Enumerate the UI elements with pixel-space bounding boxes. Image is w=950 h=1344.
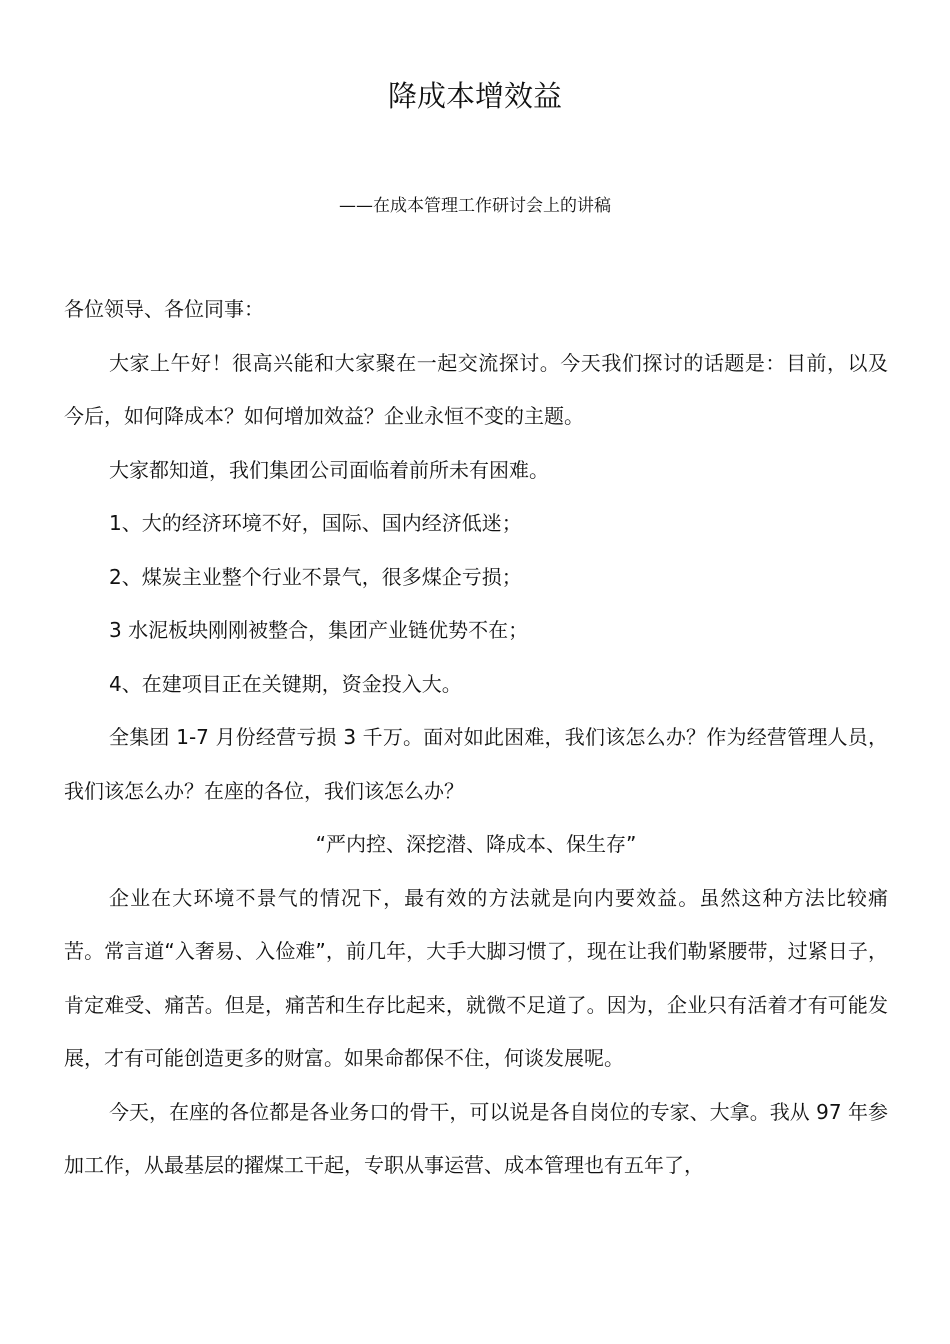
slogan: “严内控、深挖潜、降成本、保生存” [315, 832, 637, 856]
paragraph-internal-efficiency: 企业在大环境不景气的情况下，最有效的方法就是向内要效益。虽然这种方法比较痛苦。常言道“入奢易、入俭难”，前几年，大手大脚习惯了，现在让我们勒紧腰带，过紧日子，肯定难受、痛苦。但是，痛苦和生存比起来，就微不足道了。因为，企业只有活着才有可能发展，才有可能创造更多的财富。如果命都保不住，何谈发展呢。 [64, 885, 888, 1070]
paragraph-greeting: 大家上午好！很高兴能和大家聚在一起交流探讨。今天我们探讨的话题是：目前，以及今后，如何降成本？如何增加效益？企业永恒不变的主题。 [64, 350, 888, 428]
salutation: 各位领导、各位同事： [64, 297, 264, 321]
paragraph-experience: 今天，在座的各位都是各业务口的骨干，可以说是各自岗位的专家、大拿。我从 97 年参加工作，从最基层的擢煤工干起，专职从事运营、成本管理也有五年了， [64, 1099, 888, 1177]
document-subtitle: ——在成本管理工作研讨会上的讲稿 [339, 196, 611, 216]
list-item-4: 4、在建项目正在关键期，资金投入大。 [109, 671, 462, 696]
document-title: 降成本增效益 [387, 79, 562, 113]
paragraph-difficulties-intro: 大家都知道，我们集团公司面临着前所未有困难。 [109, 457, 549, 482]
paragraph-loss: 全集团 1-7 月份经营亏损 3 千万。面对如此困难，我们该怎么办？作为经营管理人员，我们该怎么办？在座的各位，我们该怎么办？ [64, 725, 888, 803]
document-body [64, 283, 888, 1193]
list-item-2: 2、煤炭主业整个行业不景气，很多煤企亏损； [109, 564, 522, 589]
list-item-3: 3 水泥板块刚刚被整合，集团产业链优势不在； [109, 618, 529, 642]
list-item-1: 1、大的经济环境不好，国际、国内经济低迷； [109, 511, 522, 535]
